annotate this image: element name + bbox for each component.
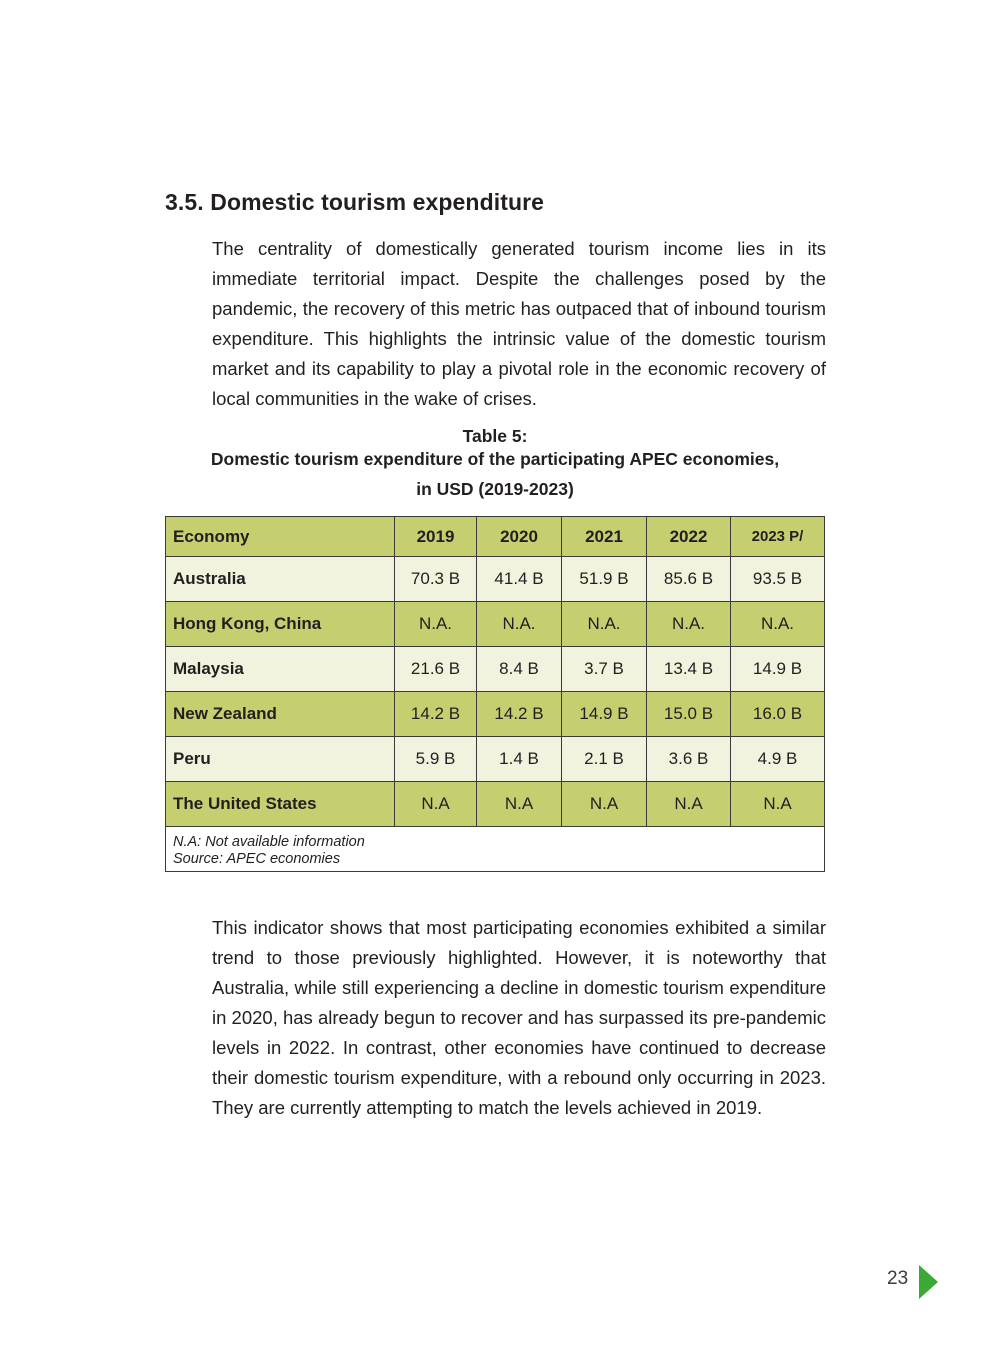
- value-2022: 15.0 B: [647, 692, 731, 737]
- table-notes: [166, 827, 825, 872]
- value-2022: 85.6 B: [647, 557, 731, 602]
- table-header-row: [166, 517, 825, 557]
- value-2023: 4.9 B: [731, 737, 825, 782]
- triangle-right-icon: [919, 1265, 938, 1299]
- value-2023: 14.9 B: [731, 647, 825, 692]
- value-2020: N.A.: [477, 602, 562, 647]
- value-2023: 93.5 B: [731, 557, 825, 602]
- table-title-line1: Domestic tourism expenditure of the participating APEC economies,: [210, 449, 780, 469]
- page-number: 23: [887, 1268, 909, 1289]
- table-row: [166, 647, 825, 692]
- value-2022: 13.4 B: [647, 647, 731, 692]
- value-2023: N.A.: [731, 602, 825, 647]
- value-2021: N.A: [562, 782, 647, 827]
- value-2019: 5.9 B: [395, 737, 477, 782]
- economy-name: The United States: [166, 782, 395, 827]
- economy-name: New Zealand: [166, 692, 395, 737]
- analysis-paragraph: This indicator shows that most participating economies exhibited a similar trend to those previously highlighted. However, it is noteworthy that Australia, while still experiencing a decline in domestic tourism expenditure in 2020, has already begun to recover and has surpassed its pre-pandemic levels in 2022. In contrast, other economies have continued to decrease their domestic tourism expenditure, with a rebound only occurring in 2023. They are currently attempting to match the levels achieved in 2019.: [212, 917, 826, 1118]
- expenditure-table: [165, 516, 825, 872]
- value-2019: N.A: [395, 782, 477, 827]
- value-2019: 14.2 B: [395, 692, 477, 737]
- table-row: [166, 557, 825, 602]
- value-2022: N.A.: [647, 602, 731, 647]
- header-2022: 2022: [647, 517, 731, 557]
- value-2021: 51.9 B: [562, 557, 647, 602]
- section-title: 3.5. Domestic tourism expenditure: [165, 189, 545, 215]
- intro-paragraph: The centrality of domestically generated tourism income lies in its immediate territorial impact. Despite the challenges posed by the pandemic, the recovery of this metric has outpaced that of inbound tourism expenditure. This highlights the intrinsic value of the domestic tourism market and its capability to play a pivotal role in the economic recovery of local communities in the wake of crises.: [212, 238, 826, 409]
- value-2023: 16.0 B: [731, 692, 825, 737]
- economy-name: Peru: [166, 737, 395, 782]
- header-2019: 2019: [395, 517, 477, 557]
- value-2020: 8.4 B: [477, 647, 562, 692]
- value-2022: N.A: [647, 782, 731, 827]
- table-row: [166, 602, 825, 647]
- table-row: [166, 692, 825, 737]
- value-2021: N.A.: [562, 602, 647, 647]
- value-2021: 3.7 B: [562, 647, 647, 692]
- table-row: [166, 737, 825, 782]
- header-2023: 2023 P/: [731, 517, 825, 557]
- table-note: N.A: Not available information: [173, 834, 365, 850]
- table-notes-row: [166, 827, 825, 872]
- value-2022: 3.6 B: [647, 737, 731, 782]
- value-2019: 70.3 B: [395, 557, 477, 602]
- value-2019: 21.6 B: [395, 647, 477, 692]
- table-source: Source: APEC economies: [173, 851, 341, 867]
- header-2020: 2020: [477, 517, 562, 557]
- value-2020: 14.2 B: [477, 692, 562, 737]
- economy-name: Malaysia: [166, 647, 395, 692]
- value-2020: 1.4 B: [477, 737, 562, 782]
- value-2021: 2.1 B: [562, 737, 647, 782]
- table-label: Table 5:: [462, 426, 528, 446]
- value-2019: N.A.: [395, 602, 477, 647]
- table-title-line2: in USD (2019-2023): [416, 479, 574, 499]
- header-economy: Economy: [166, 517, 395, 557]
- header-2021: 2021: [562, 517, 647, 557]
- economy-name: Australia: [166, 557, 395, 602]
- value-2021: 14.9 B: [562, 692, 647, 737]
- value-2020: N.A: [477, 782, 562, 827]
- value-2020: 41.4 B: [477, 557, 562, 602]
- economy-name: Hong Kong, China: [166, 602, 395, 647]
- table-row: [166, 782, 825, 827]
- value-2023: N.A: [731, 782, 825, 827]
